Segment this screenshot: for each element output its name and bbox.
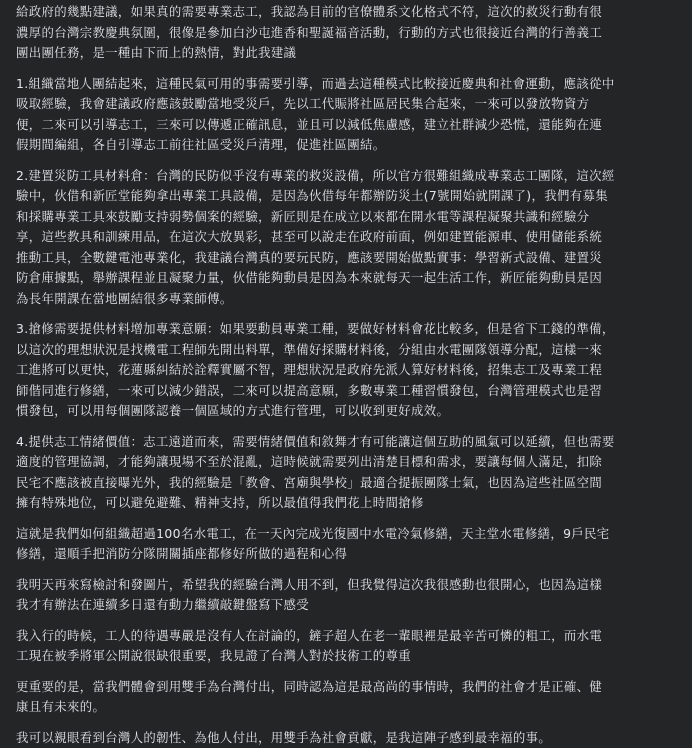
post-paragraph-reflection: 我入行的時候，工人的待遇專嚴是沒有人在討論的，鏟子超人在老一輩眼裡是最辛苦可憐的粗工，而水電 工現在被季將軍公開說很缺很重要，我見證了台灣人對於技術工的尊重: [16, 626, 682, 667]
post-paragraph-suggestion-3: 3.搶修需要提供材料增加專業意願：如果要動員專業工種，要做好材料會花比較多，但是省下工錢的準備， 以這次的理想狀況是找機電工程師先開出料單，準備好採購材料後，分組由水電團隊領導分配，這樣一來 工進將可以更快，花蓮縣糾結於詮釋實屬不智，理想狀況是政府先派人算好材料後，招集志工及專業工程 師偕同進行修繕，一來可以減少錯誤，二來可以提高意願，多數專業工種習慣發包，台灣管理模式也是習 慣發包，可以用每個團隊認養一個區域的方式進行管理，可以收到更好成效。: [16, 319, 682, 422]
post-paragraph-importance: 更重要的是，當我們體會到用雙手為台灣付出，同時認為這是最高尚的事情時，我們的社會才是正確、健 康且有未來的。: [16, 677, 682, 718]
post-paragraph-suggestion-2: 2.建置災防工具材料倉：台灣的民防似乎沒有專業的救災設備，所以官方很難組織成專業志工團隊，這次經 驗中，伙借和新匠堂能夠拿出專業工具設備，是因為伙借每年都辦防災土(7號開始就開課了)，我們有募集 和採購專業工具來鼓勵支持弱勢個案的經驗，新匠則是在成立以來都在開水電等課程凝聚共識和經驗分 享，這些教具和訓練用品，在這次大放異彩，甚至可以說走在政府前面，例如建置能源車、使用儲能系統 推動工具，全數鍵電池專業化，我建議台灣真的要玩民防，應該要開始做點實事：學習新式設備、建置災 防倉庫據點，舉辦課程並且凝聚力量，伙借能夠動員是因為本來就每天一起生活工作，新匠能夠動員是因 為長年開課在當地團結很多專業師傅。: [16, 166, 682, 310]
post-paragraph-summary: 這就是我們如何組織超過100名水電工，在一天內完成光復國中水電冷氣修繕，天主堂水電修繕，9戶民宅 修繕，還順手把消防分隊開關插座都修好所做的過程和心得: [16, 524, 682, 565]
post-paragraph-suggestion-4: 4.提供志工情緒價值：志工遠道而來，需要情緒價值和敘舞才有可能讓這個互助的風氣可以延續，但也需要 適度的管理協調，才能夠讓現場不至於混亂，這時候就需要列出清楚目標和需求，要讓每個人滿足，扣除 民宅不應該被直接曝光外，我的經驗是「教會、宮廟與學校」最適合提振團隊士氣，也因為這些社區空間 擁有特殊地位，可以避免避難、精神支持，所以最值得我們花上時間搶修: [16, 432, 682, 514]
post-paragraph-intro: 給政府的幾點建議，如果真的需要專業志工，我認為目前的官僚體系文化格式不符，這次的救災行動有很 濃厚的台灣宗教慶典氛圍，很像是參加白沙屯進香和聖誕福音活動，行動的方式也很接近台灣的行善義工 團出團任務，是一種由下而上的熱情，對此我建議: [16, 2, 682, 64]
post-body: [0, 2, 692, 672]
post-paragraph-closing: 我可以親眼看到台灣人的韌性、為他人付出，用雙手為社會貢獻，是我這陣子感到最幸福的事。: [16, 728, 682, 748]
post-paragraph-followup: 我明天再來寫檢討和發圖片，希望我的經驗台灣人用不到，但我覺得這次我很感動也很開心，也因為這樣 我才有辦法在連續多日還有動力繼續敲鍵盤寫下感受: [16, 575, 682, 616]
post-paragraph-suggestion-1: 1.組織當地人團結起來，這種民氣可用的事需要引導，而過去這種模式比較接近慶典和社會運動，應該從中 吸取經驗，我會建議政府應該鼓勵當地受災戶，先以工代賑將社區居民集合起來，一來可以發放物資方 便，二來可以引導志工，三來可以傳遞正確訊息，並且可以減低焦慮感，建立社群減少恐慌，還能夠在連 假期間編組，各自引導志工前往社區受災戶清理，促進社區團結。: [16, 74, 682, 156]
